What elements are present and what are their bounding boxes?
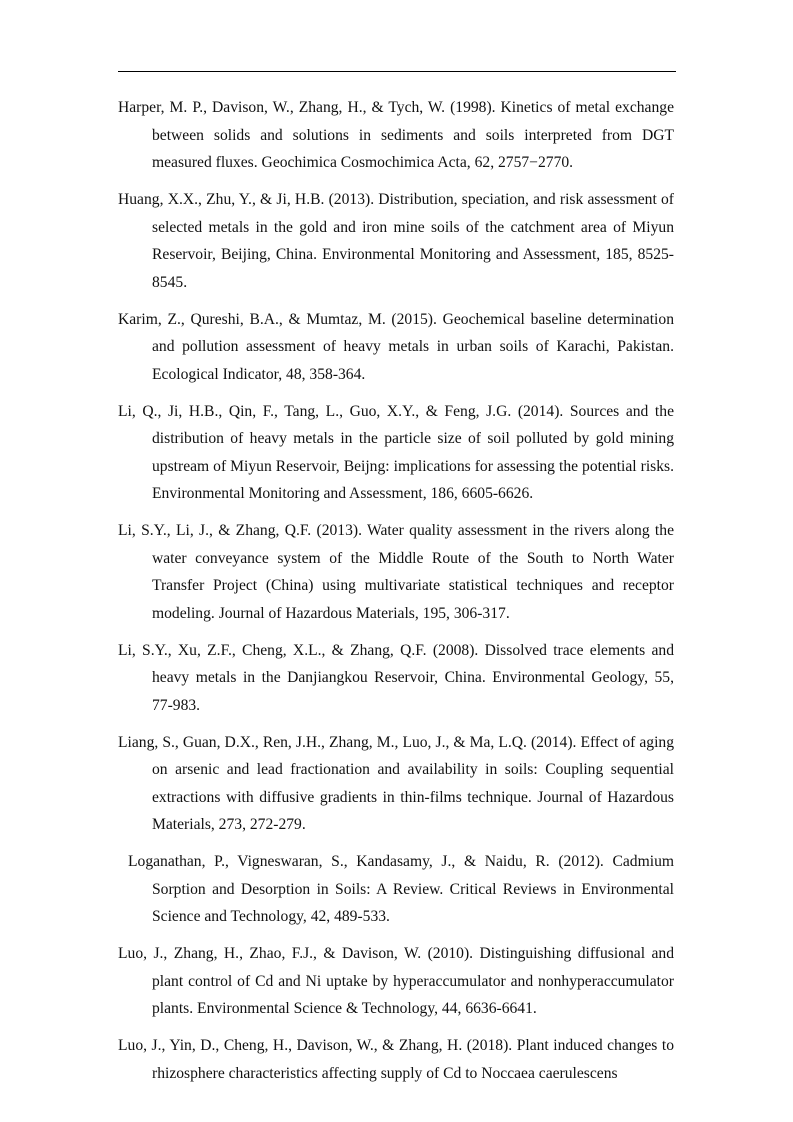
reference-entry: Harper, M. P., Davison, W., Zhang, H., & Tych, W. (1998). Kinetics of metal exchange between solids and solutions in sediments and soils interpreted from DGT measured fluxes. Geochimica Cosmochimica Acta, 62, 2757−2770. <box>118 99 674 172</box>
reference-entry: Karim, Z., Qureshi, B.A., & Mumtaz, M. (2015). Geochemical baseline determination and pollution assessment of heavy metals in urban soils of Karachi, Pakistan. Ecological Indicator, 48, 358-364. <box>118 310 674 383</box>
reference-list <box>118 94 674 1096</box>
reference-entry: Huang, X.X., Zhu, Y., & Ji, H.B. (2013). Distribution, speciation, and risk assessment of selected metals in the gold and iron mine soils of the catchment area of Miyun Reservoir, Beijing, China. Environmental Monitoring and Assessment, 185, 8525-8545. <box>118 190 674 291</box>
reference-entry: Liang, S., Guan, D.X., Ren, J.H., Zhang, M., Luo, J., & Ma, L.Q. (2014). Effect of aging on arsenic and lead fractionation and availability in soils: Coupling sequential extractions with diffusive gradients in thin-films technique. Journal of Hazardous Materials, 273, 272-279. <box>118 733 674 834</box>
reference-entry: Li, Q., Ji, H.B., Qin, F., Tang, L., Guo, X.Y., & Feng, J.G. (2014). Sources and the distribution of heavy metals in the particle size of soil polluted by gold mining upstream of Miyun Reservoir, Beijng: implications for assessing the potential risks. Environmental Monitoring and Assessment, 186, 6605-6626. <box>118 402 674 503</box>
reference-entry: Luo, J., Zhang, H., Zhao, F.J., & Davison, W. (2010). Distinguishing diffusional and plant control of Cd and Ni uptake by hyperaccumulator and nonhyperaccumulator plants. Environmental Science & Technology, 44, 6636-6641. <box>118 945 674 1018</box>
header-rule <box>118 71 676 72</box>
reference-entry: Loganathan, P., Vigneswaran, S., Kandasamy, J., & Naidu, R. (2012). Cadmium Sorption and Desorption in Soils: A Review. Critical Reviews in Environmental Science and Technology, 42, 489-533. <box>128 853 674 926</box>
reference-entry: Luo, J., Yin, D., Cheng, H., Davison, W., & Zhang, H. (2018). Plant induced changes to rhizosphere characteristics affecting supply of Cd to Noccaea caerulescens <box>118 1037 674 1082</box>
reference-entry: Li, S.Y., Xu, Z.F., Cheng, X.L., & Zhang, Q.F. (2008). Dissolved trace elements and heavy metals in the Danjiangkou Reservoir, China. Environmental Geology, 55, 77-983. <box>118 641 674 714</box>
reference-entry: Li, S.Y., Li, J., & Zhang, Q.F. (2013). Water quality assessment in the rivers along the water conveyance system of the Middle Route of the South to North Water Transfer Project (China) using multivariate statistical techniques and receptor modeling. Journal of Hazardous Materials, 195, 306-317. <box>118 522 674 622</box>
